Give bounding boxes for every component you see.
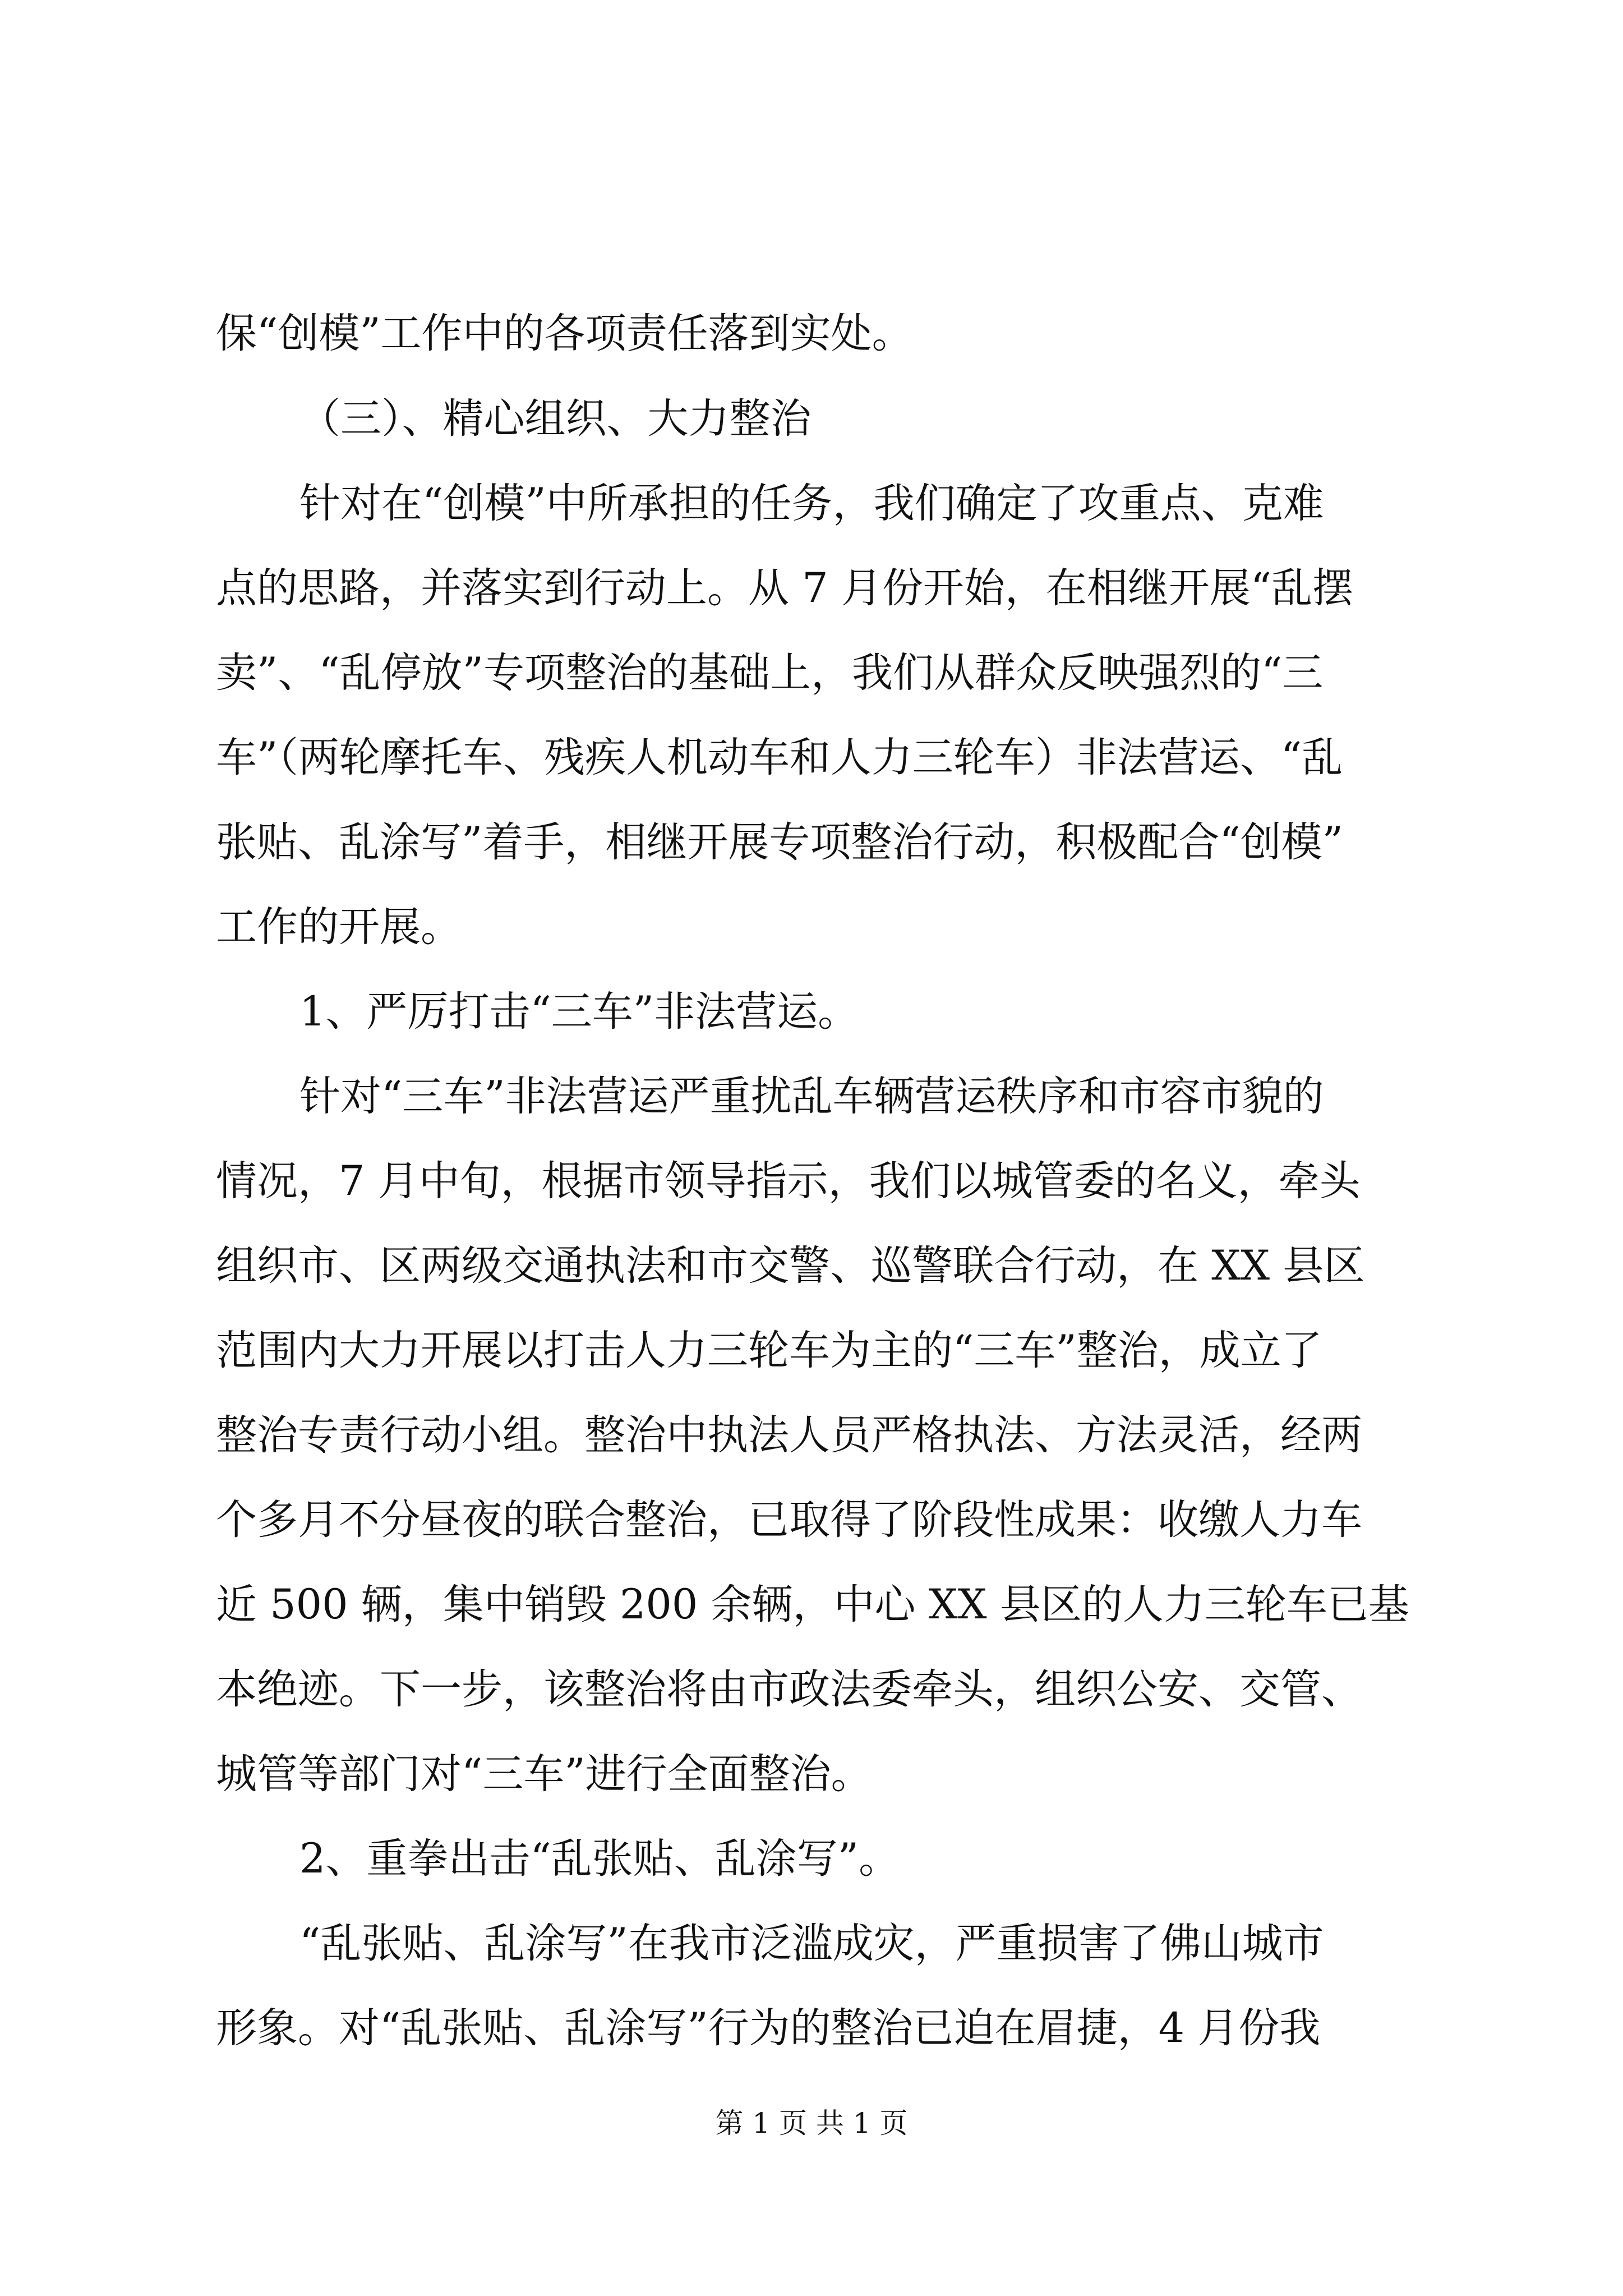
paragraph-line: 城管等部门对“三车”进行全面整治。 [216, 1750, 872, 1798]
text-line: 保“创模”工作中的各项责任落到实处。 [216, 310, 913, 357]
subsection-heading: 2、重拳出击“乱张贴、乱涂写”。 [299, 1835, 900, 1883]
paragraph-line: 范围内大力开展以打击人力三轮车为主的“三车”整治，成立了 [216, 1327, 1322, 1374]
page-number-footer: 第 1 页 共 1 页 [715, 2107, 908, 2139]
paragraph-line: 车”（两轮摩托车、残疾人机动车和人力三轮车）非法营运、“乱 [216, 734, 1343, 781]
paragraph-line: 整治专责行动小组。整治中执法人员严格执法、方法灵活，经两 [216, 1411, 1362, 1459]
paragraph-line: 张贴、乱涂写”着手，相继开展专项整治行动，积极配合“创模” [216, 818, 1343, 866]
paragraph-line: 工作的开展。 [216, 903, 462, 951]
section-heading: （三）、精心组织、大力整治 [299, 395, 811, 443]
paragraph-line: 本绝迹。下一步，该整治将由市政法委牵头，组织公安、交管、 [216, 1665, 1362, 1713]
paragraph-line: “乱张贴、乱涂写”在我市泛滥成灾，严重损害了佛山城市 [299, 1920, 1324, 1967]
paragraph-line: 个多月不分昼夜的联合整治，已取得了阶段性成果：收缴人力车 [216, 1496, 1362, 1544]
paragraph-line: 点的思路，并落实到行动上。从 7 月份开始，在相继开展“乱摆 [216, 564, 1354, 612]
subsection-heading: 1、严厉打击“三车”非法营运。 [299, 988, 859, 1036]
paragraph-line: 组织市、区两级交通执法和市交警、巡警联合行动，在 XX 县区 [216, 1242, 1365, 1290]
paragraph-line: 针对“三车”非法营运严重扰乱车辆营运秩序和市容市貌的 [299, 1073, 1324, 1120]
paragraph-line: 形象。对“乱张贴、乱涂写”行为的整治已迫在眉捷，4 月份我 [216, 2004, 1321, 2052]
paragraph-line: 卖”、“乱停放”专项整治的基础上，我们从群众反映强烈的“三 [216, 649, 1324, 697]
paragraph-line: 针对在“创模”中所承担的任务，我们确定了攻重点、克难 [299, 480, 1324, 527]
paragraph-line: 近 500 辆，集中销毁 200 余辆，中心 XX 县区的人力三轮车已基 [216, 1581, 1409, 1628]
paragraph-line: 情况，7 月中旬，根据市领导指示，我们以城管委的名义，牵头 [216, 1157, 1361, 1205]
